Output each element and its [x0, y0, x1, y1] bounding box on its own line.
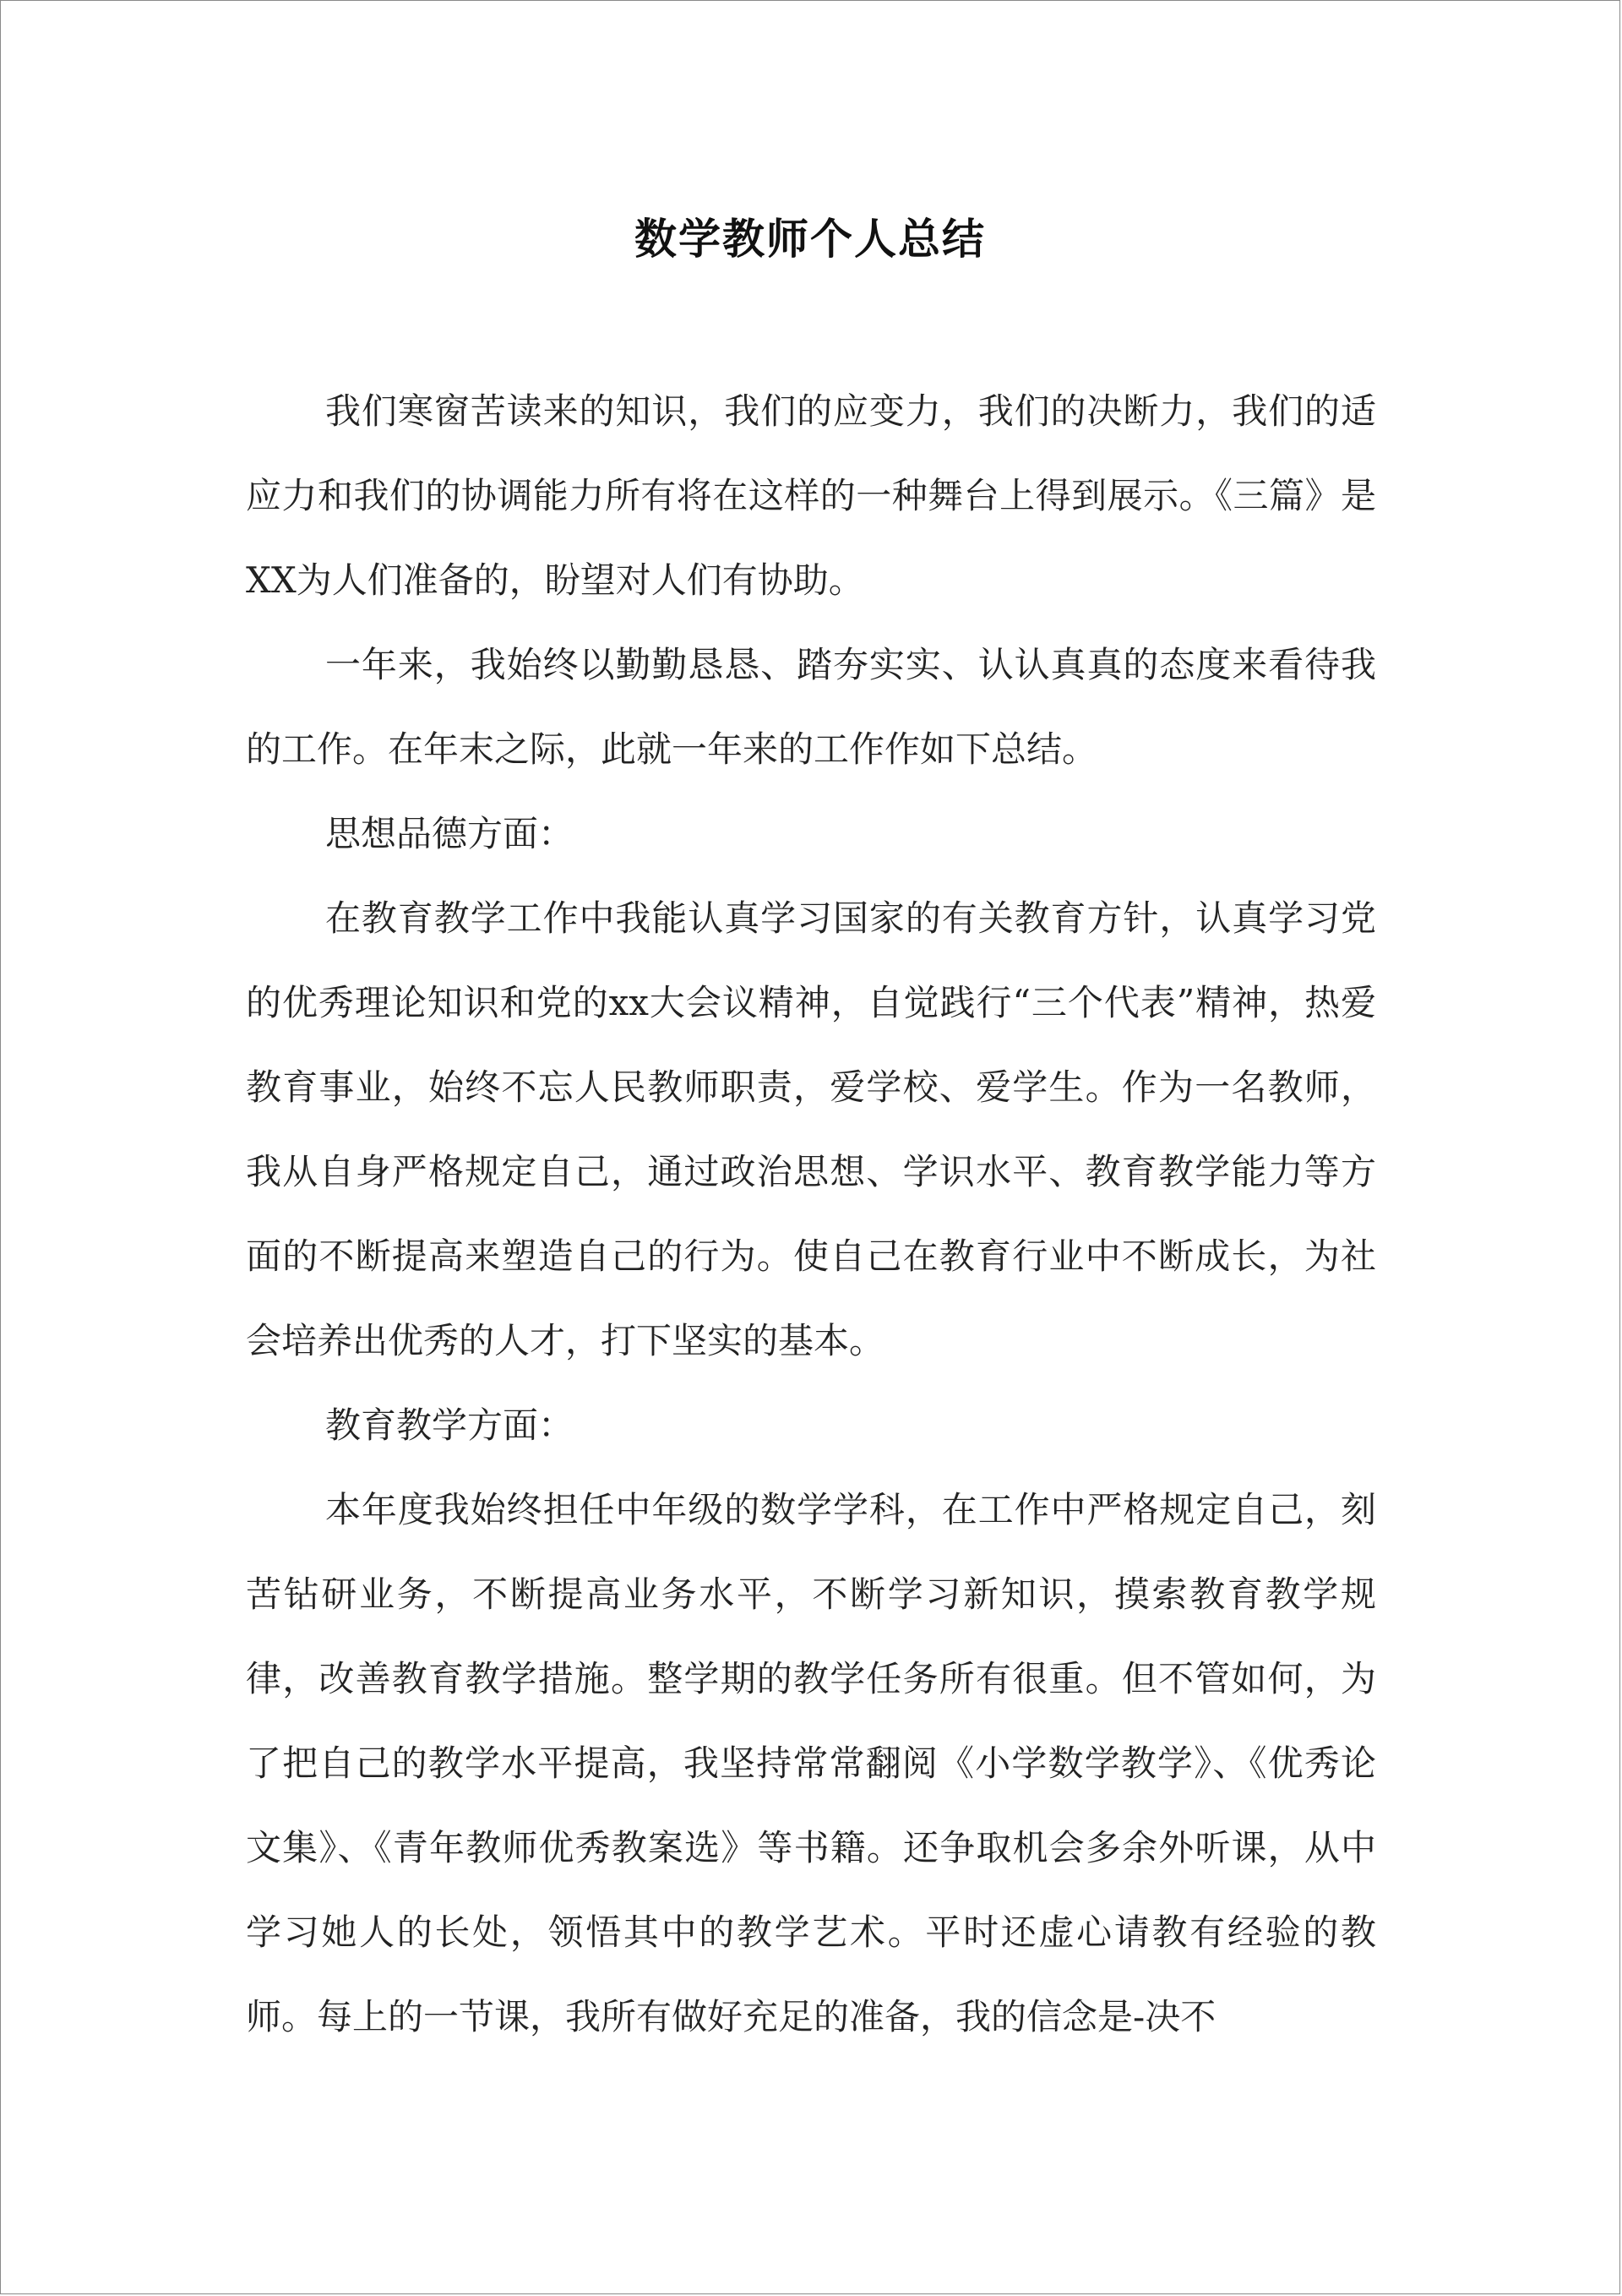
section-heading-ideology: 思想品德方面： [325, 813, 574, 854]
paragraph-intro: 我们寒窗苦读来的知识，我们的应变力，我们的决断力，我们的适应力和我们的协调能力所有将在这样的一种舞台上得到展示。《三篇》是XX为人们准备的，盼望对人们有协助。 [246, 390, 1376, 601]
document-body [246, 369, 1376, 2059]
section-heading-teaching: 教育教学方面： [325, 1404, 574, 1446]
document-title: 数学教师个人总结 [634, 214, 986, 264]
paragraph-year-summary: 一年来，我始终以勤勤恳恳、踏夯实实、认认真真的态度来看待我的工作。在年末之际，此就一年来的工作作如下总结。 [246, 644, 1376, 770]
paragraph-teaching: 本年度我始终担任中年级的数学学科，在工作中严格规定自己，刻苦钻研业务，不断提高业务水平，不断学习新知识，摸索教育教学规律，改善教育教学措施。整学期的教学任务所有很重。但不管如何，为了把自己的教学水平提高，我坚持常常翻阅《小学数学教学》、《优秀论文集》、《青年教师优秀教案选》等书籍。还争取机会多余外听课，从中学习她人的长处，领悟其中的教学艺术。平时还虚心请教有经验的教师。每上的一节课，我所有做好充足的准备，我的信念是-决不 [246, 1489, 1376, 2037]
paragraph-ideology: 在教育教学工作中我能认真学习国家的有关教育方针，认真学习党的优秀理论知识和党的xx大会议精神，自觉践行“三个代表”精神，热爱教育事业，始终不忘人民教师职责，爱学校、爱学生。作为一名教师，我从自身严格规定自己，通过政治思想、学识水平、教育教学能力等方面的不断提高来塑造自己的行为。使自己在教育行业中不断成长，为社会培养出优秀的人才，打下坚实的基本。 [246, 897, 1376, 1361]
